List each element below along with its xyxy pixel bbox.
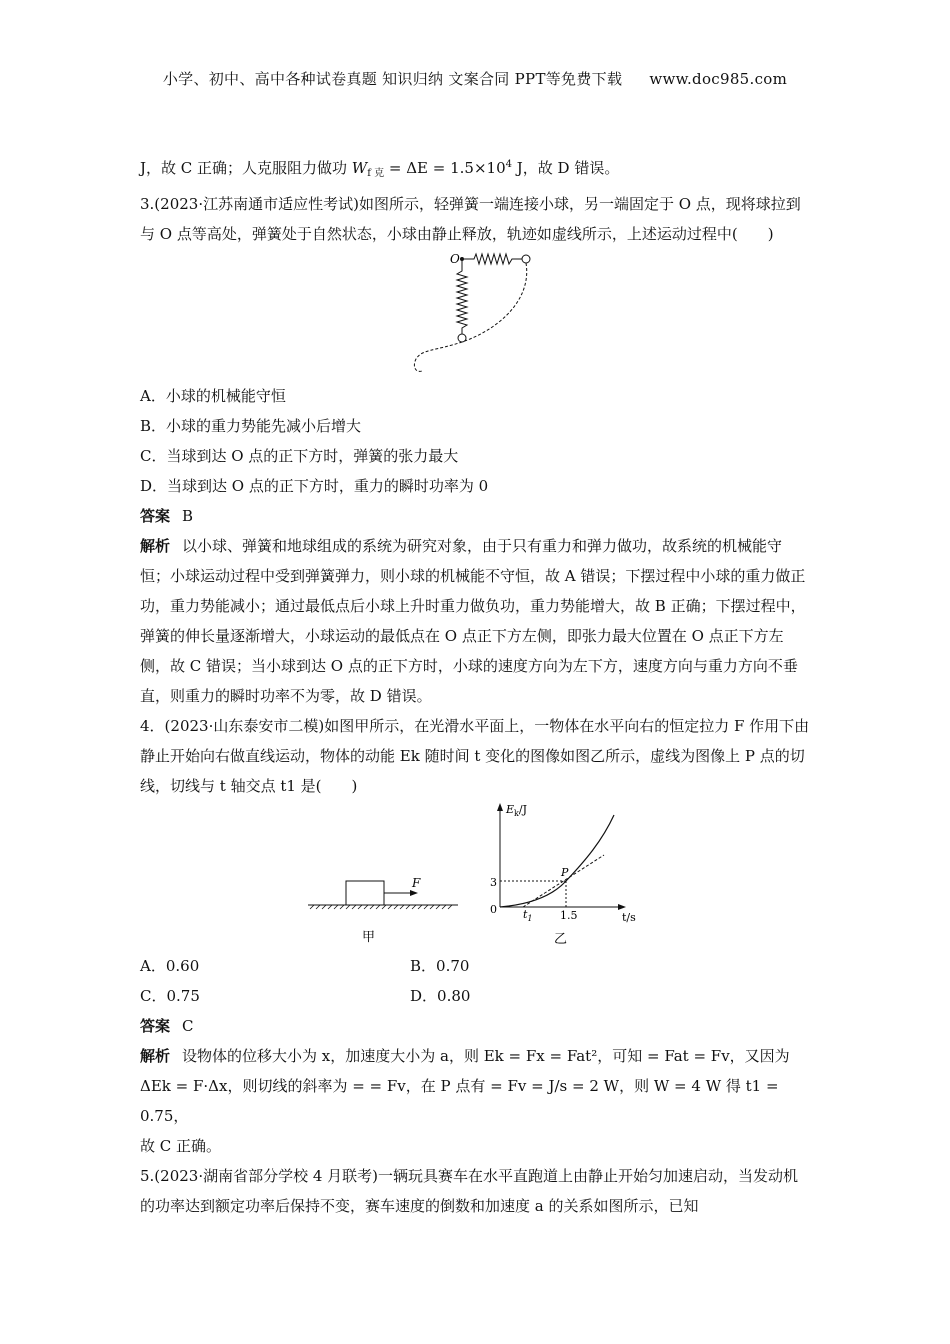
y-tick-3: 3 (490, 876, 497, 889)
question-4-analysis-line-3: 故 C 正确。 (140, 1137, 222, 1155)
question-3-option-a: A．小球的机械能守恒 (140, 387, 286, 405)
question-4-stem: 4．(2023·山东泰安市二模)如图甲所示，在光滑水平面上，一物体在水平向右的恒定拉力 F 作用下由静止开始向右做直线运动，物体的动能 Ek 随时间 t 变化的图像如图乙所示，虚线为图像上 P 点的切线，切线与 t 轴交点 t1 是( ) (140, 717, 810, 795)
point-o-label: O (450, 252, 460, 266)
question-4-diagram (140, 801, 812, 951)
figure-jia-caption: 甲 (362, 930, 376, 945)
t1-label: $t_1$ (523, 908, 533, 923)
spring-ball-diagram (140, 249, 812, 381)
question-4-figures (140, 801, 812, 951)
question-3-analysis: 解析 以小球、弹簧和地球组成的系统为研究对象，由于只有重力和弹力做功，故系统的机械能守恒；小球运动过程中受到弹簧弹力，则小球的机械能不守恒，故 A 错误；下摆过程中小球的重力做正功，重力势能减小；通过最低点后小球上升时重力做负功，重力势能增大，故 B 正确；下摆过程中，弹簧的伸长量逐渐增大，小球运动的最低点在 O 点正下方左侧，即张力最大位置在 O 点正下方左侧，故 C 错误；当小球到达 O 点的正下方时，小球的速度方向为左下方，速度方向与重力方向不垂直，则重力的瞬时功率不为零，故 D 错误。 (140, 537, 806, 705)
origin-label: 0 (490, 903, 497, 916)
y-axis-label: $E_k/J$ (506, 803, 528, 818)
question-4-options-row-2 (140, 981, 812, 1011)
question-3-option-d: D．当球到达 O 点的正下方时，重力的瞬时功率为 0 (140, 477, 489, 495)
figure-yi (490, 803, 636, 947)
question-4-analysis-line-1: 解析 设物体的位移大小为 x，加速度大小为 a，则 Ek = Fx = Fat²，可知 = Fat = Fv，又因为 (140, 1047, 790, 1065)
figure-yi-caption: 乙 (554, 932, 568, 947)
question-3-stem: 3.(2023·江苏南通市适应性考试)如图所示，轻弹簧一端连接小球，另一端固定于 O 点，现将球拉到与 O 点等高处，弹簧处于自然状态，小球由静止释放，轨迹如虚线所示，上述运动过程中( ) (140, 195, 801, 243)
question-5-stem: 5.(2023·湖南省部分学校 4 月联考)一辆玩具赛车在水平直跑道上由静止开始匀加速启动，当发动机的功率达到额定功率后保持不变，赛车速度的倒数和加速度 a 的关系如图所示，已知 (140, 1167, 799, 1215)
force-f-label: F (412, 876, 421, 890)
point-p-label: P (561, 866, 569, 879)
question-4-options-row-1 (140, 951, 812, 981)
question-3-option-b: B．小球的重力势能先减小后增大 (140, 417, 362, 435)
question-4-option-a: A．0.60 (140, 957, 200, 975)
figure-jia (308, 876, 458, 945)
header-url[interactable]: www.doc985.com (649, 70, 788, 88)
question-4-option-c: C．0.75 (140, 987, 200, 1005)
header-text: 小学、初中、高中各种试卷真题 知识归纳 文案合同 PPT等免费下载 (162, 70, 623, 88)
question-4-option-b: B．0.70 (410, 957, 470, 975)
page-header (0, 68, 950, 89)
main-content (140, 150, 812, 1221)
question-3-figure (140, 249, 812, 381)
previous-answer-tail: J，故 C 正确；人克服阻力做功 $W_{f 克} = \Delta E = 1.5\times 10^4$ J，故 D 错误。 (140, 159, 620, 179)
question-4-analysis-line-2: ΔEk = F·Δx，则切线的斜率为 = = Fv，在 P 点有 = Fv = J/s = 2 W，则 W = 4 W 得 t1 = 0.75， (140, 1077, 779, 1125)
x-axis-label: t/s (622, 911, 636, 924)
question-4-option-d: D．0.80 (410, 987, 471, 1005)
question-3-answer: 答案 B (140, 507, 194, 525)
question-3-option-c: C．当球到达 O 点的正下方时，弹簧的张力最大 (140, 447, 459, 465)
x-tick-1-5: 1.5 (560, 909, 578, 922)
question-4-answer: 答案 C (140, 1017, 194, 1035)
